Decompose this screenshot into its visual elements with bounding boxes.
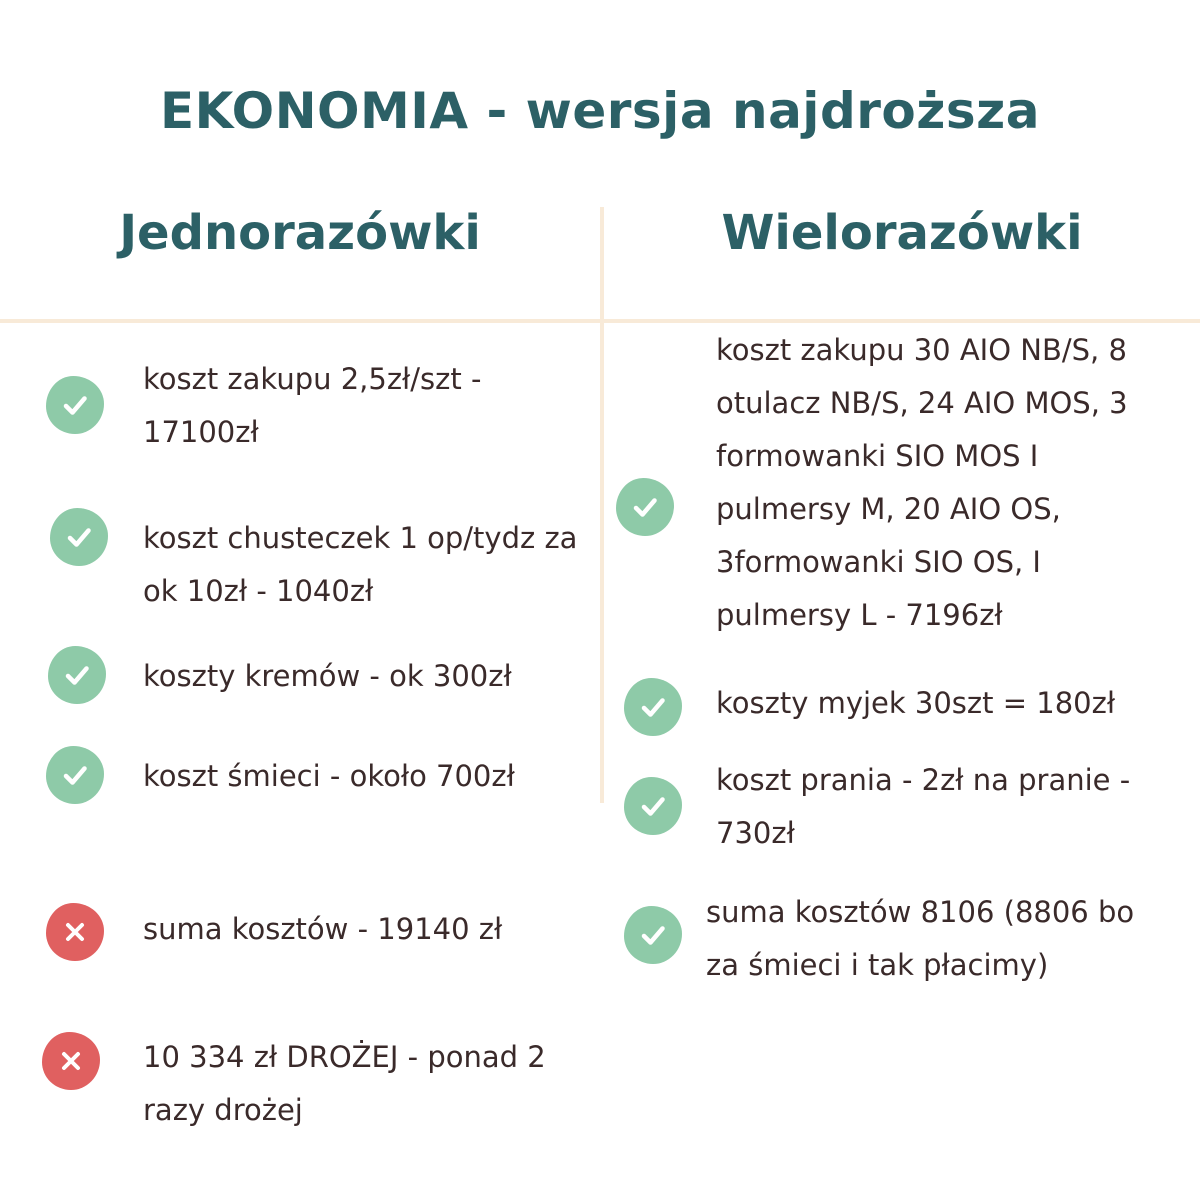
check-icon xyxy=(46,746,104,804)
item-text: 10 334 zł DROŻEJ - ponad 2 razy drożej xyxy=(143,1040,546,1127)
page-title: EKONOMIA - wersja najdroższa xyxy=(160,82,1040,140)
item-text: suma kosztów - 19140 zł xyxy=(143,912,503,946)
item-text: koszt śmieci - około 700zł xyxy=(143,759,515,793)
item-text: koszt prania - 2zł na pranie - 730zł xyxy=(716,763,1131,850)
column-heading-disposable: Jednorazówki xyxy=(119,205,481,261)
item-text: koszt zakupu 30 AIO NB/S, 8 otulacz NB/S, 24 AIO MOS, 3 formowanki SIO MOS I pulmersy M, 20 AIO OS, 3formowanki SIO OS, I pulmersy L - 7196zł xyxy=(716,333,1128,632)
cross-icon xyxy=(46,903,104,961)
column-heading-reusable: Wielorazówki xyxy=(721,205,1083,261)
check-icon xyxy=(624,777,682,835)
cross-icon xyxy=(42,1032,100,1090)
check-icon xyxy=(624,678,682,736)
item-text: koszt zakupu 2,5zł/szt - 17100zł xyxy=(143,362,482,449)
check-icon xyxy=(616,478,674,536)
check-icon xyxy=(624,906,682,964)
check-icon xyxy=(50,508,108,566)
item-text: suma kosztów 8106 (8806 bo za śmieci i tak płacimy) xyxy=(706,895,1135,982)
check-icon xyxy=(46,376,104,434)
check-icon xyxy=(48,646,106,704)
vertical-divider xyxy=(600,207,604,803)
item-text: koszt chusteczek 1 op/tydz za ok 10zł - 1040zł xyxy=(143,521,578,608)
item-text: koszty kremów - ok 300zł xyxy=(143,659,512,693)
item-text: koszty myjek 30szt = 180zł xyxy=(716,686,1116,720)
